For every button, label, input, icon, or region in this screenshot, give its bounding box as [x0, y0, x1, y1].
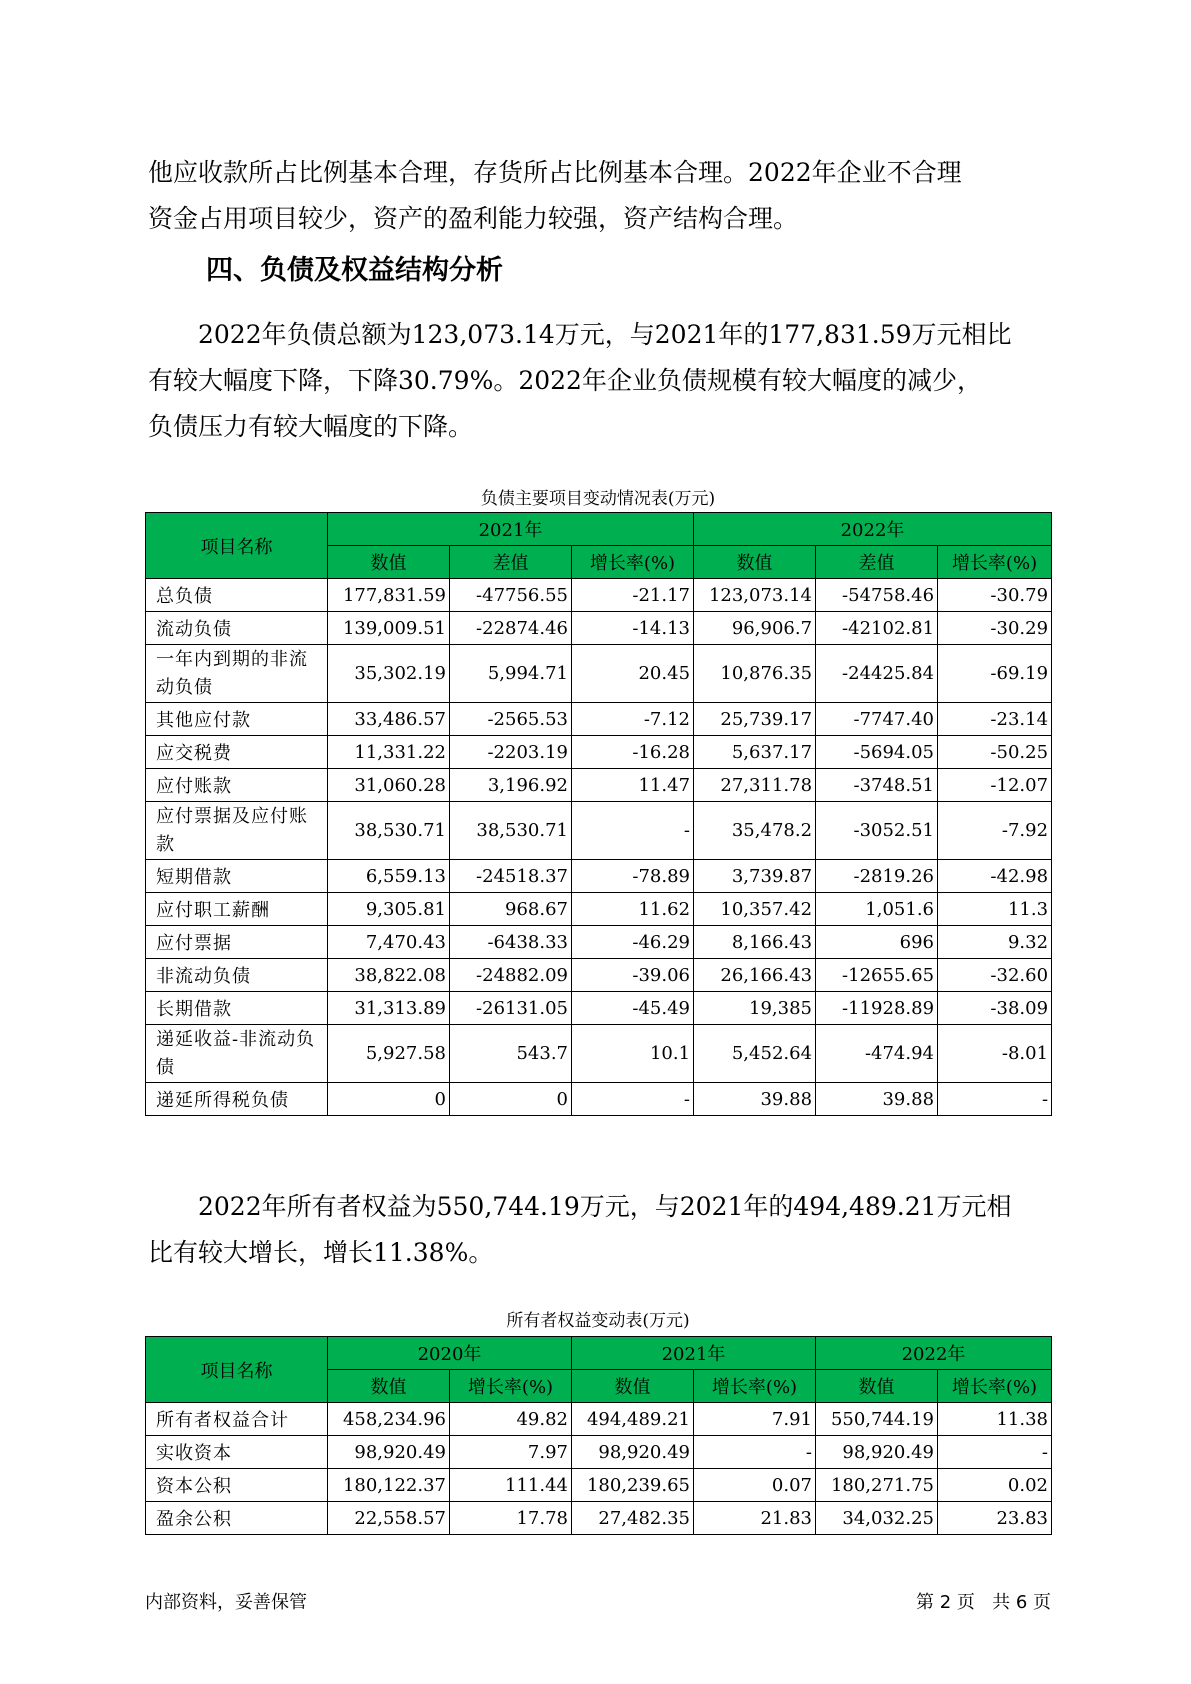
cell-value: 26,166.43 — [694, 959, 816, 992]
cell-value: 98,920.49 — [816, 1436, 938, 1469]
cell-value: 35,302.19 — [328, 645, 450, 703]
table-row — [146, 645, 1052, 703]
cell-value: 5,452.64 — [694, 1025, 816, 1083]
liability-paragraph — [148, 312, 1048, 450]
cell-diff: 968.67 — [450, 893, 572, 926]
row-name: 应交税费 — [146, 736, 328, 769]
cell-diff: -3748.51 — [816, 769, 938, 802]
cell-rate: 7.91 — [694, 1403, 816, 1436]
cell-diff: -12655.65 — [816, 959, 938, 992]
liability-subheader: 增长率(%) — [572, 546, 694, 579]
intro-paragraph — [148, 150, 1048, 242]
equity-year-header: 2022年 — [816, 1337, 1052, 1370]
cell-diff: -2203.19 — [450, 736, 572, 769]
cell-diff: 3,196.92 — [450, 769, 572, 802]
cell-rate: -32.60 — [938, 959, 1052, 992]
cell-value: 39.88 — [694, 1083, 816, 1116]
cell-diff: -24425.84 — [816, 645, 938, 703]
cell-diff: -5694.05 — [816, 736, 938, 769]
equity-subheader: 增长率(%) — [694, 1370, 816, 1403]
cell-rate: 111.44 — [450, 1469, 572, 1502]
cell-diff: -24518.37 — [450, 860, 572, 893]
cell-rate: 20.45 — [572, 645, 694, 703]
cell-rate: - — [694, 1436, 816, 1469]
cell-value: 180,271.75 — [816, 1469, 938, 1502]
cell-diff: -3052.51 — [816, 802, 938, 860]
cell-diff: 696 — [816, 926, 938, 959]
liability-table — [145, 512, 1052, 1116]
liability-line-1: 2022年负债总额为123,073.14万元，与2021年的177,831.59万元相比 — [198, 320, 1012, 349]
cell-value: 177,831.59 — [328, 579, 450, 612]
cell-rate: -50.25 — [938, 736, 1052, 769]
table-row — [146, 1025, 1052, 1083]
row-name: 总负债 — [146, 579, 328, 612]
cell-value: 27,311.78 — [694, 769, 816, 802]
cell-rate: 7.97 — [450, 1436, 572, 1469]
cell-rate: -46.29 — [572, 926, 694, 959]
equity-line-2: 比有较大增长，增长11.38%。 — [148, 1238, 494, 1267]
cell-value: 5,637.17 — [694, 736, 816, 769]
cell-rate: -38.09 — [938, 992, 1052, 1025]
cell-rate: 11.47 — [572, 769, 694, 802]
row-name: 所有者权益合计 — [146, 1403, 328, 1436]
cell-rate: -30.29 — [938, 612, 1052, 645]
cell-value: 96,906.7 — [694, 612, 816, 645]
cell-value: 35,478.2 — [694, 802, 816, 860]
cell-value: 3,739.87 — [694, 860, 816, 893]
table-row — [146, 802, 1052, 860]
equity-subheader: 增长率(%) — [938, 1370, 1052, 1403]
cell-rate: 11.62 — [572, 893, 694, 926]
cell-diff: -54758.46 — [816, 579, 938, 612]
cell-rate: -8.01 — [938, 1025, 1052, 1083]
cell-rate: - — [938, 1436, 1052, 1469]
cell-value: 98,920.49 — [328, 1436, 450, 1469]
liability-subheader: 增长率(%) — [938, 546, 1052, 579]
cell-rate: -23.14 — [938, 703, 1052, 736]
cell-value: 550,744.19 — [816, 1403, 938, 1436]
table-row — [146, 1469, 1052, 1502]
cell-diff: -7747.40 — [816, 703, 938, 736]
cell-value: 34,032.25 — [816, 1502, 938, 1535]
cell-rate: 17.78 — [450, 1502, 572, 1535]
row-name: 一年内到期的非流动负债 — [146, 645, 328, 703]
row-name: 应付票据 — [146, 926, 328, 959]
cell-rate: 10.1 — [572, 1025, 694, 1083]
row-name: 流动负债 — [146, 612, 328, 645]
table-row — [146, 769, 1052, 802]
cell-rate: - — [572, 802, 694, 860]
cell-value: 11,331.22 — [328, 736, 450, 769]
cell-rate: -21.17 — [572, 579, 694, 612]
equity-subheader: 数值 — [328, 1370, 450, 1403]
cell-rate: 23.83 — [938, 1502, 1052, 1535]
cell-value: 123,073.14 — [694, 579, 816, 612]
cell-value: 10,357.42 — [694, 893, 816, 926]
liability-line-3: 负债压力有较大幅度的下降。 — [148, 412, 474, 441]
cell-value: 38,822.08 — [328, 959, 450, 992]
row-name: 递延收益-非流动负债 — [146, 1025, 328, 1083]
cell-rate: -16.28 — [572, 736, 694, 769]
cell-diff: 39.88 — [816, 1083, 938, 1116]
cell-value: 180,239.65 — [572, 1469, 694, 1502]
cell-value: 27,482.35 — [572, 1502, 694, 1535]
cell-diff: -42102.81 — [816, 612, 938, 645]
equity-year-header: 2020年 — [328, 1337, 572, 1370]
cell-value: 180,122.37 — [328, 1469, 450, 1502]
equity-subheader: 数值 — [572, 1370, 694, 1403]
row-name: 实收资本 — [146, 1436, 328, 1469]
equity-subheader: 数值 — [816, 1370, 938, 1403]
cell-value: 8,166.43 — [694, 926, 816, 959]
row-name: 非流动负债 — [146, 959, 328, 992]
cell-value: 33,486.57 — [328, 703, 450, 736]
intro-line-2: 资金占用项目较少，资产的盈利能力较强，资产结构合理。 — [148, 204, 799, 233]
cell-diff: -47756.55 — [450, 579, 572, 612]
cell-diff: -22874.46 — [450, 612, 572, 645]
table-row — [146, 926, 1052, 959]
cell-rate: -7.12 — [572, 703, 694, 736]
cell-value: 31,313.89 — [328, 992, 450, 1025]
cell-rate: -45.49 — [572, 992, 694, 1025]
liability-year-header: 2021年 — [328, 513, 694, 546]
table-row — [146, 703, 1052, 736]
liability-table-caption: 负债主要项目变动情况表(万元) — [480, 489, 716, 509]
equity-year-header: 2021年 — [572, 1337, 816, 1370]
cell-diff: -24882.09 — [450, 959, 572, 992]
cell-diff: -11928.89 — [816, 992, 938, 1025]
liability-subheader: 差值 — [450, 546, 572, 579]
cell-value: 139,009.51 — [328, 612, 450, 645]
cell-rate: 11.38 — [938, 1403, 1052, 1436]
liability-line-2: 有较大幅度下降，下降30.79%。2022年企业负债规模有较大幅度的减少， — [148, 366, 982, 395]
cell-value: 7,470.43 — [328, 926, 450, 959]
footer-page-number: 第 2 页 共 6 页 — [916, 1592, 1051, 1613]
cell-value: 494,489.21 — [572, 1403, 694, 1436]
cell-diff: -2565.53 — [450, 703, 572, 736]
table-row — [146, 959, 1052, 992]
row-name: 应付票据及应付账款 — [146, 802, 328, 860]
cell-diff: 38,530.71 — [450, 802, 572, 860]
cell-value: 38,530.71 — [328, 802, 450, 860]
cell-value: 458,234.96 — [328, 1403, 450, 1436]
row-name: 长期借款 — [146, 992, 328, 1025]
equity-subheader: 增长率(%) — [450, 1370, 572, 1403]
row-name: 其他应付款 — [146, 703, 328, 736]
cell-rate: -69.19 — [938, 645, 1052, 703]
cell-value: 25,739.17 — [694, 703, 816, 736]
cell-diff: 5,994.71 — [450, 645, 572, 703]
cell-value: 9,305.81 — [328, 893, 450, 926]
cell-rate: -12.07 — [938, 769, 1052, 802]
cell-rate: 21.83 — [694, 1502, 816, 1535]
footer-confidential-note: 内部资料，妥善保管 — [145, 1592, 307, 1613]
cell-diff: 1,051.6 — [816, 893, 938, 926]
cell-diff: 543.7 — [450, 1025, 572, 1083]
cell-diff: -474.94 — [816, 1025, 938, 1083]
table-row — [146, 736, 1052, 769]
liability-subheader: 数值 — [328, 546, 450, 579]
cell-value: 98,920.49 — [572, 1436, 694, 1469]
equity-item-header: 项目名称 — [146, 1337, 328, 1403]
intro-line-1: 他应收款所占比例基本合理，存货所占比例基本合理。2022年企业不合理 — [148, 158, 962, 187]
table-row — [146, 860, 1052, 893]
table-row — [146, 1502, 1052, 1535]
cell-value: 6,559.13 — [328, 860, 450, 893]
table-row — [146, 579, 1052, 612]
equity-line-1: 2022年所有者权益为550,744.19万元，与2021年的494,489.21万元相 — [198, 1192, 1012, 1221]
row-name: 递延所得税负债 — [146, 1083, 328, 1116]
row-name: 盈余公积 — [146, 1502, 328, 1535]
cell-rate: - — [572, 1083, 694, 1116]
cell-value: 5,927.58 — [328, 1025, 450, 1083]
cell-value: 0 — [328, 1083, 450, 1116]
cell-value: 31,060.28 — [328, 769, 450, 802]
cell-rate: 0.02 — [938, 1469, 1052, 1502]
cell-rate: -14.13 — [572, 612, 694, 645]
cell-rate: -30.79 — [938, 579, 1052, 612]
cell-diff: -2819.26 — [816, 860, 938, 893]
cell-rate: -78.89 — [572, 860, 694, 893]
cell-rate: -39.06 — [572, 959, 694, 992]
row-name: 短期借款 — [146, 860, 328, 893]
cell-rate: -42.98 — [938, 860, 1052, 893]
row-name: 应付账款 — [146, 769, 328, 802]
cell-rate: -7.92 — [938, 802, 1052, 860]
equity-table — [145, 1336, 1052, 1535]
equity-paragraph — [148, 1184, 1048, 1276]
cell-rate: - — [938, 1083, 1052, 1116]
cell-rate: 11.3 — [938, 893, 1052, 926]
equity-table-caption: 所有者权益变动表(万元) — [506, 1311, 690, 1331]
table-row — [146, 992, 1052, 1025]
row-name: 应付职工薪酬 — [146, 893, 328, 926]
table-row — [146, 612, 1052, 645]
cell-diff: 0 — [450, 1083, 572, 1116]
cell-value: 22,558.57 — [328, 1502, 450, 1535]
table-row — [146, 1403, 1052, 1436]
cell-diff: -6438.33 — [450, 926, 572, 959]
liability-year-header: 2022年 — [694, 513, 1052, 546]
cell-value: 19,385 — [694, 992, 816, 1025]
cell-rate: 9.32 — [938, 926, 1052, 959]
section-heading: 四、负债及权益结构分析 — [206, 255, 503, 286]
cell-rate: 49.82 — [450, 1403, 572, 1436]
row-name: 资本公积 — [146, 1469, 328, 1502]
cell-value: 10,876.35 — [694, 645, 816, 703]
table-row — [146, 893, 1052, 926]
liability-item-header: 项目名称 — [146, 513, 328, 579]
table-row — [146, 1436, 1052, 1469]
liability-subheader: 差值 — [816, 546, 938, 579]
liability-subheader: 数值 — [694, 546, 816, 579]
cell-diff: -26131.05 — [450, 992, 572, 1025]
cell-rate: 0.07 — [694, 1469, 816, 1502]
table-row — [146, 1083, 1052, 1116]
